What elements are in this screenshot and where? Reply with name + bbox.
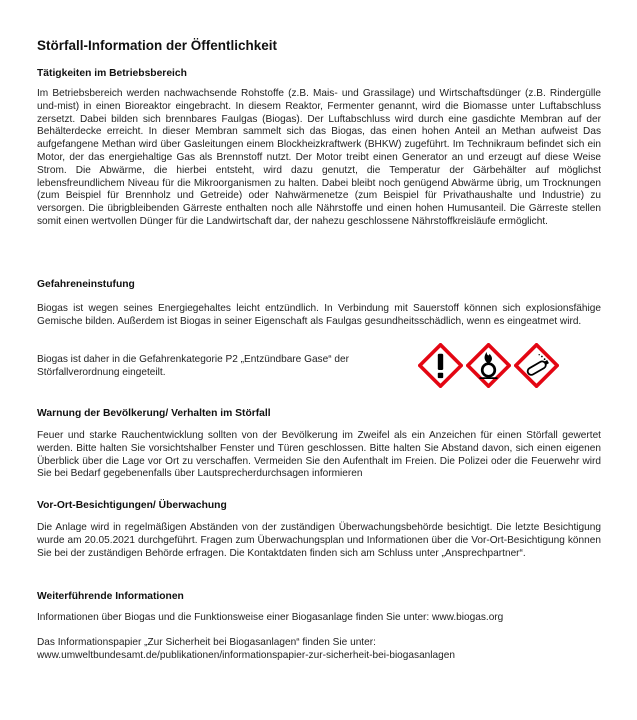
hazard-category-line-1: Biogas ist daher in die Gefahrenkategorie P2 „Entzündbare Gase“ der (37, 354, 349, 365)
heading-further-information: Weiterführende Informationen (37, 591, 184, 602)
gas-cylinder-pictogram (514, 343, 559, 388)
heading-inspection: Vor-Ort-Besichtigungen/ Überwachung (37, 500, 227, 511)
paragraph-inspection: Die Anlage wird in regelmäßigen Abständen von der zuständigen Überwachungsbehörde besichtigt. Die letzte Besichtigung wurde am 20.05.2021 durchgeführt. Fragen zum Überwachungsplan und Informationen über die Vor-Ort-Besichtigung können Sie bei der zuständigen Behörde erfragen. Die Kontaktdaten finden sich am Schluss unter „Ansprechpartner“. (37, 522, 601, 559)
exclamation-mark-pictogram (418, 343, 463, 388)
heading-hazard: Gefahreneinstufung (37, 279, 135, 290)
page-title: Störfall-Information der Öffentlichkeit (37, 38, 278, 53)
paragraph-activity: Im Betriebsbereich werden nachwachsende Rohstoffe (z.B. Mais- und Grassilage) und Wirtschaftsdünger (z.B. Rindergülle und-mist) in einen Bioreaktor eingebracht. In diesem Reaktor, Fermenter genannt, wird die Biomasse unter Luftabschluss zersetzt. Dabei bilden sich brennbares Faulgas (Biogas). Der Luftabschluss wird durch eine gasdichte Membran auf der Behälterdecke erreicht. In dieser Membran sammelt sich das Biogas, das einen hohen Anteil an Methan aufweist Das aufgefangene Methan wird über Gasleitungen einem Blockheizkraftwerk (BHKW) zugeführt. Im Technikraum befindet sich ein Motor, der das energiehaltige Gas als Brennstoff nutzt. Der Motor treibt einen Generator an und erzeugt auf diese Weise Strom. Die Abwärme, die hierbei entsteht, wird dazu genutzt, die Temperatur der Gärbehälter auf möglichst lebensfreundlichem Niveau für die Mikroorganismen zu halten. Dabei bleibt noch genügend Abwärme übrig, um Trocknungen (zum Beispiel für Brennholz und Getreide) oder Nahwärmenetze (zum Beispiel für Privathaushalte und Industrie) zu versorgen. Die übrigbleibenden Gärreste enthalten noch alle Nährstoffe und einen hohen Humusanteil. Die Gärreste stellen somit einen wertvollen Dünger für die Landwirtschaft dar, der nahezu geschlossene Nährstoffkreisläufe ermöglicht. (37, 88, 601, 227)
flame-over-circle-pictogram (466, 343, 511, 388)
hazard-category-line-2: Störfallverordnung eingeteilt. (37, 367, 166, 378)
paragraph-hazard: Biogas ist wegen seines Energiegehaltes leicht entzündlich. In Verbindung mit Sauerstoff können sich explosionsfähige Gemische bilden. Außerdem ist Biogas in seiner Eigenschaft als Faulgas gesundheitsschädlich, wenn es eingeatmet wird. (37, 303, 601, 327)
paragraph-warning: Feuer und starke Rauchentwicklung sollten von der Bevölkerung im Zweifel als ein Anzeichen für einen Störfall gewertet werden. Bitte halten Sie vorsichtshalber Fenster und Türen geschlossen. Bitte halten Sie Abstand davon, sich einen eigenen Überblick über die Lage vor Ort zu verschaffen. Vermeiden Sie den Aufenthalt im Freien. Die Polizei oder die Feuerwehr wird Sie bei Bedarf gegebenenfalls über Lautsprecherdurchsagen informieren (37, 430, 601, 480)
heading-activity: Tätigkeiten im Betriebsbereich (37, 68, 187, 79)
further-info-line-1: Informationen über Biogas und die Funktionsweise einer Biogasanlage finden Sie unter: www.biogas.org (37, 612, 504, 623)
further-info-line-2: Das Informationspapier „Zur Sicherheit bei Biogasanlagen“ finden Sie unter: (37, 637, 376, 648)
heading-warning: Warnung der Bevölkerung/ Verhalten im Störfall (37, 408, 271, 419)
further-info-line-3: www.umweltbundesamt.de/publikationen/informationspapier-zur-sicherheit-bei-biogasanlagen (37, 650, 455, 661)
